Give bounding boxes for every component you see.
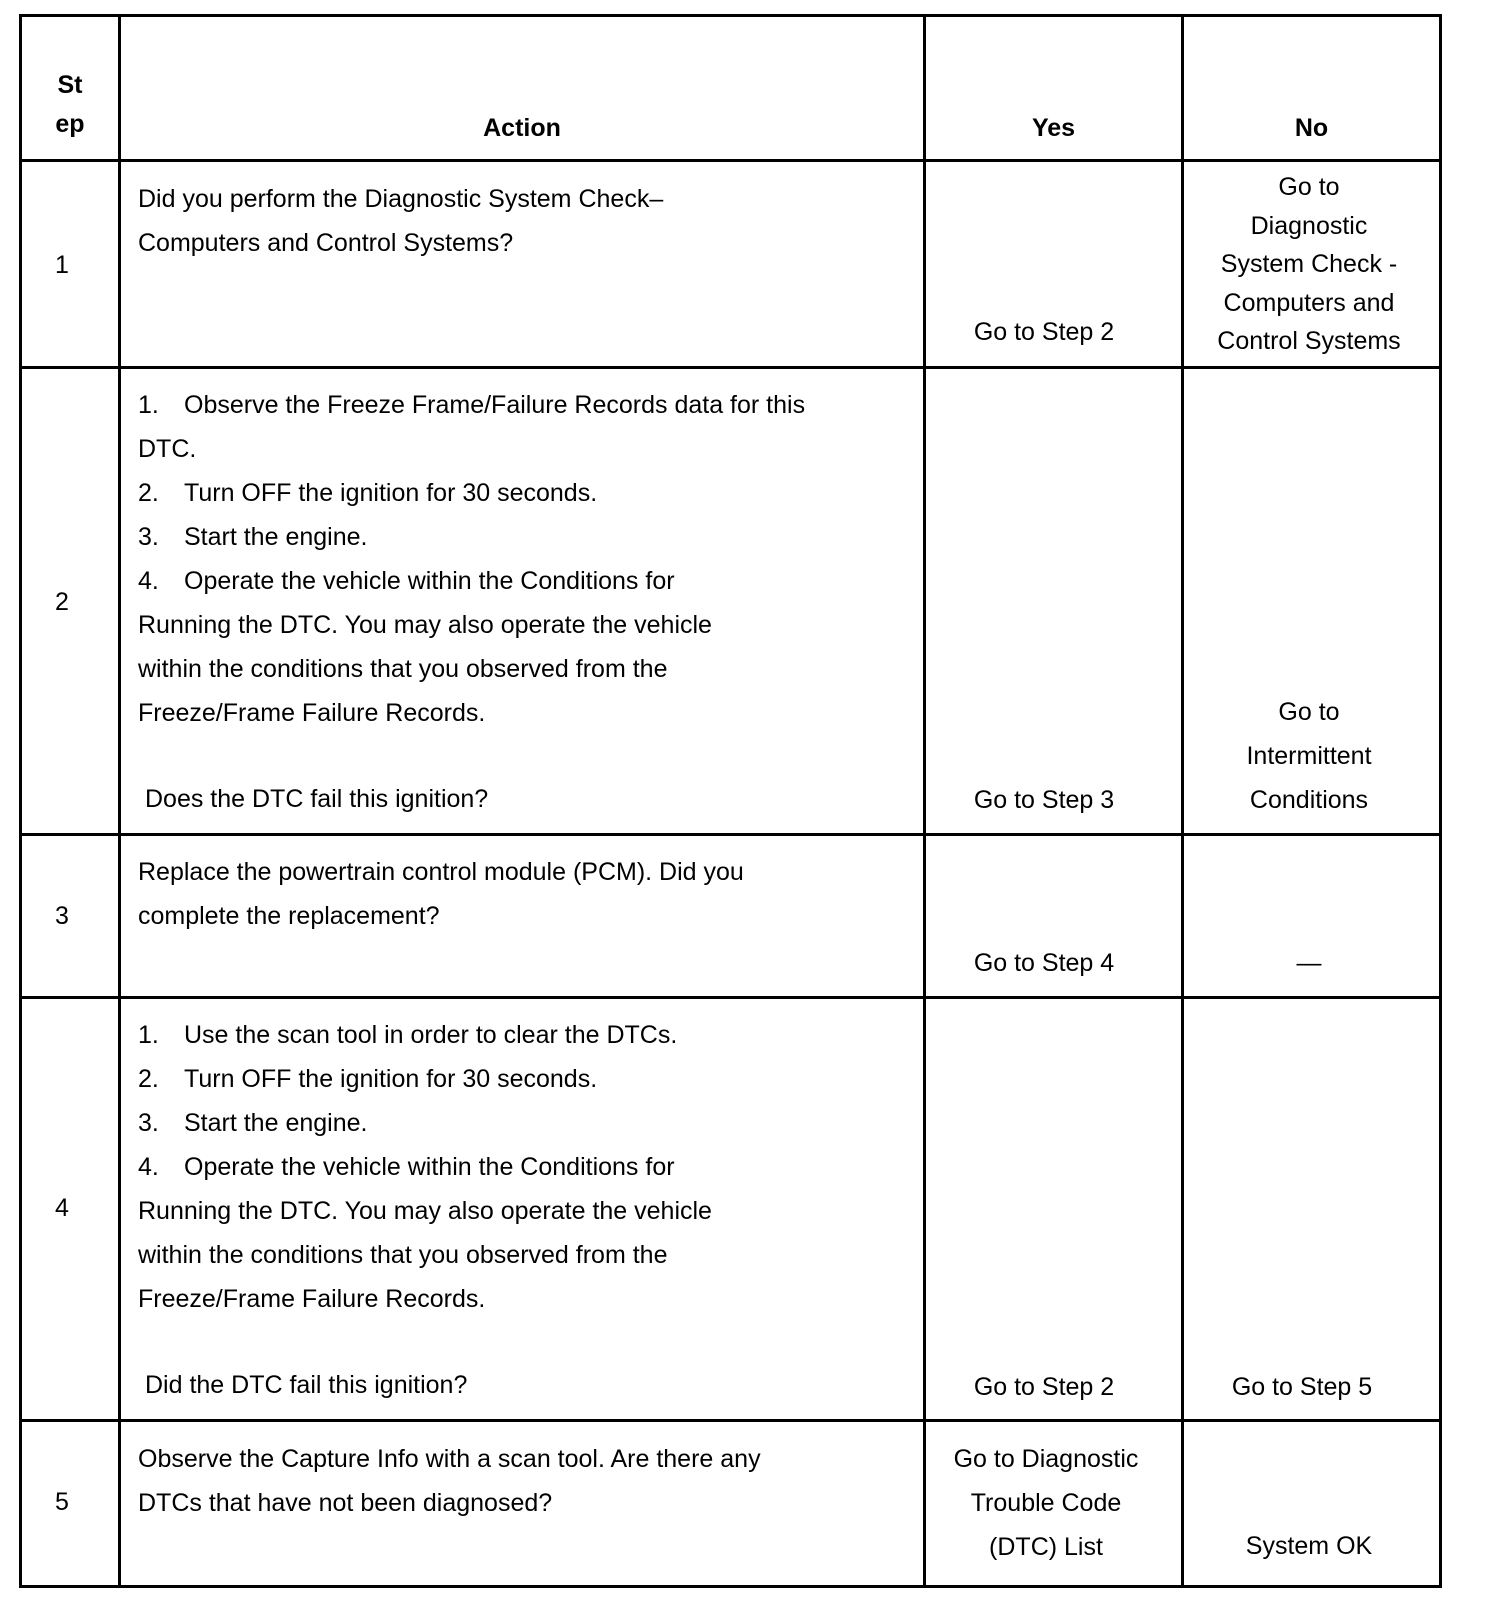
header-yes: Yes [1031, 114, 1076, 142]
header-bottom-rule [19, 159, 1442, 162]
action-text: Replace the powertrain control module (PCM). Did you complete the replacement? [138, 858, 744, 930]
step-number: 4 [55, 1194, 69, 1222]
action-text: 1. Use the scan tool in order to clear the DTCs. 2. Turn OFF the ignition for 30 seconds. 3. Start the engine. 4. Operate the vehicle within the Conditions for Running the DTC. You may also operate the vehicle within the conditions that you observed from the Freeze/Frame Failure Records. Did the DTC fail this ignition? [138, 1021, 712, 1399]
header-no: No [1294, 114, 1329, 142]
yes-result: Go to Diagnostic Trouble Code (DTC) List [953, 1445, 1139, 1561]
no-result: Go to Diagnostic System Check - Computers and Control Systems [1217, 173, 1401, 355]
action-text: Did you perform the Diagnostic System Check– Computers and Control Systems? [138, 185, 664, 257]
action-text: 1. Observe the Freeze Frame/Failure Records data for this DTC. 2. Turn OFF the ignition for 30 seconds. 3. Start the engine. 4. Operate the vehicle within the Conditions for Running the DTC. You may also operate the vehicle within the conditions that you observed from the Freeze/Frame Failure Records. Does the DTC fail this ignition? [138, 391, 806, 813]
row3-bottom-rule [19, 996, 1442, 999]
step-number: 2 [55, 588, 69, 616]
row4-bottom-rule [19, 1419, 1442, 1422]
border-top [19, 14, 1442, 17]
header-action: Action [483, 114, 561, 142]
step-number: 1 [55, 251, 69, 279]
no-result: — [1296, 949, 1322, 977]
yes-result: Go to Step 3 [973, 786, 1115, 814]
header-step: St ep [55, 71, 85, 138]
no-result: System OK [1245, 1532, 1373, 1560]
row1-bottom-rule [19, 366, 1442, 369]
row2-bottom-rule [19, 833, 1442, 836]
yes-result: Go to Step 4 [973, 949, 1115, 977]
yes-result: Go to Step 2 [973, 1373, 1115, 1401]
border-right [1439, 15, 1442, 1588]
no-result: Go to Step 5 [1231, 1373, 1373, 1401]
border-bottom [19, 1585, 1442, 1588]
yes-result: Go to Step 2 [973, 318, 1115, 346]
step-number: 5 [55, 1488, 69, 1516]
action-text: Observe the Capture Info with a scan tool. Are there any DTCs that have not been diagnosed? [138, 1445, 761, 1517]
no-result: Go to Intermittent Conditions [1246, 698, 1372, 814]
step-number: 3 [55, 902, 69, 930]
divider-step-action [118, 15, 121, 1588]
